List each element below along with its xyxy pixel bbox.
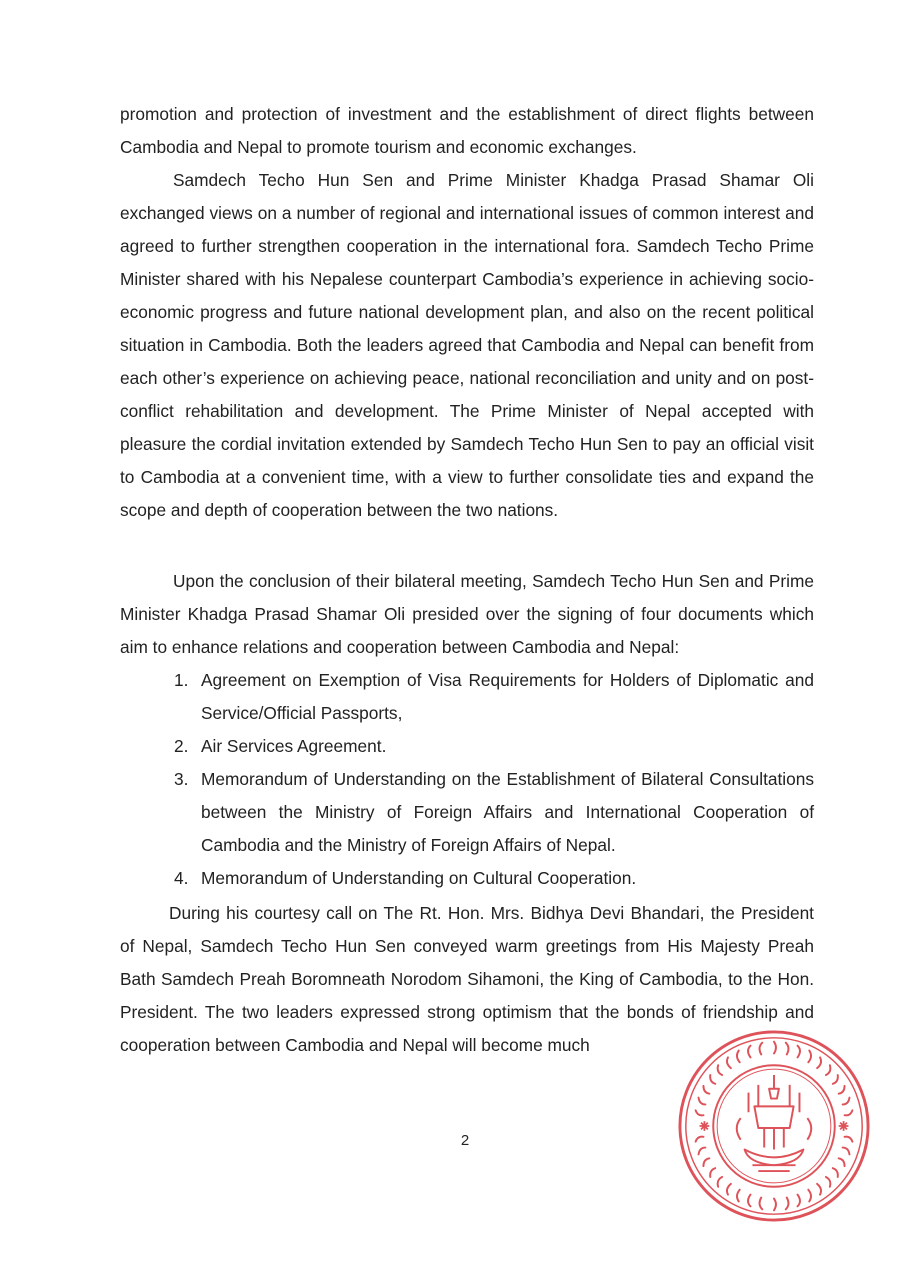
list-item: [120, 664, 814, 730]
list-item-text: Air Services Agreement.: [201, 736, 387, 756]
paragraph-bilateral-meeting: Upon the conclusion of their bilateral meeting, Samdech Techo Hun Sen and Prime Minister Khadga Prasad Shamar Oli presided over the signing of four documents which aim to enhance relations and cooperation between Cambodia and Nepal:: [120, 571, 814, 657]
official-seal-icon: [676, 1028, 872, 1224]
paragraph-exchange-of-views: Samdech Techo Hun Sen and Prime Minister Khadga Prasad Shamar Oli exchanged views on a number of regional and international issues of common interest and agreed to further strengthen cooperation in the international fora. Samdech Techo Prime Minister shared with his Nepalese counterpart Cambodia’s experience in achieving socio-economic progress and future national development plan, and also on the recent political situation in Cambodia. Both the leaders agreed that Cambodia and Nepal can benefit from each other’s experience on achieving peace, national reconciliation and unity and on post-conflict rehabilitation and development. The Prime Minister of Nepal accepted with pleasure the cordial invitation extended by Samdech Techo Hun Sen to pay an official visit to Cambodia at a convenient time, with a view to further consolidate ties and expand the scope and depth of cooperation between the two nations.: [120, 170, 814, 520]
signed-documents-list: [120, 664, 814, 895]
list-item-number: 2.: [174, 736, 189, 756]
paragraph-intro-continuation: promotion and protection of investment and the establishment of direct flights between Cambodia and Nepal to promote tourism and economic exchanges.: [120, 104, 814, 157]
list-item-text: Memorandum of Understanding on the Establishment of Bilateral Consultations between the Ministry of Foreign Affairs and International Cooperation of Cambodia and the Ministry of Foreign Affairs of Nepal.: [201, 769, 814, 855]
list-item: [120, 862, 814, 895]
list-item-text: Agreement on Exemption of Visa Requirements for Holders of Diplomatic and Service/Official Passports,: [201, 670, 814, 723]
list-item-text: Memorandum of Understanding on Cultural Cooperation.: [201, 868, 637, 888]
list-item: [120, 730, 814, 763]
list-item-number: 3.: [174, 769, 189, 789]
list-item-number: 1.: [174, 670, 189, 690]
paragraph-courtesy-call: During his courtesy call on The Rt. Hon. Mrs. Bidhya Devi Bhandari, the President of Nepal, Samdech Techo Hun Sen conveyed warm greetings from His Majesty Preah Bath Samdech Preah Boromneath Norodom Sihamoni, the King of Cambodia, to the Hon. President. The two leaders expressed strong optimism that the bonds of friendship and cooperation between Cambodia and Nepal will become much: [120, 903, 814, 1055]
list-item: [120, 763, 814, 862]
page-number: 2: [460, 1132, 470, 1149]
list-item-number: 4.: [174, 868, 189, 888]
